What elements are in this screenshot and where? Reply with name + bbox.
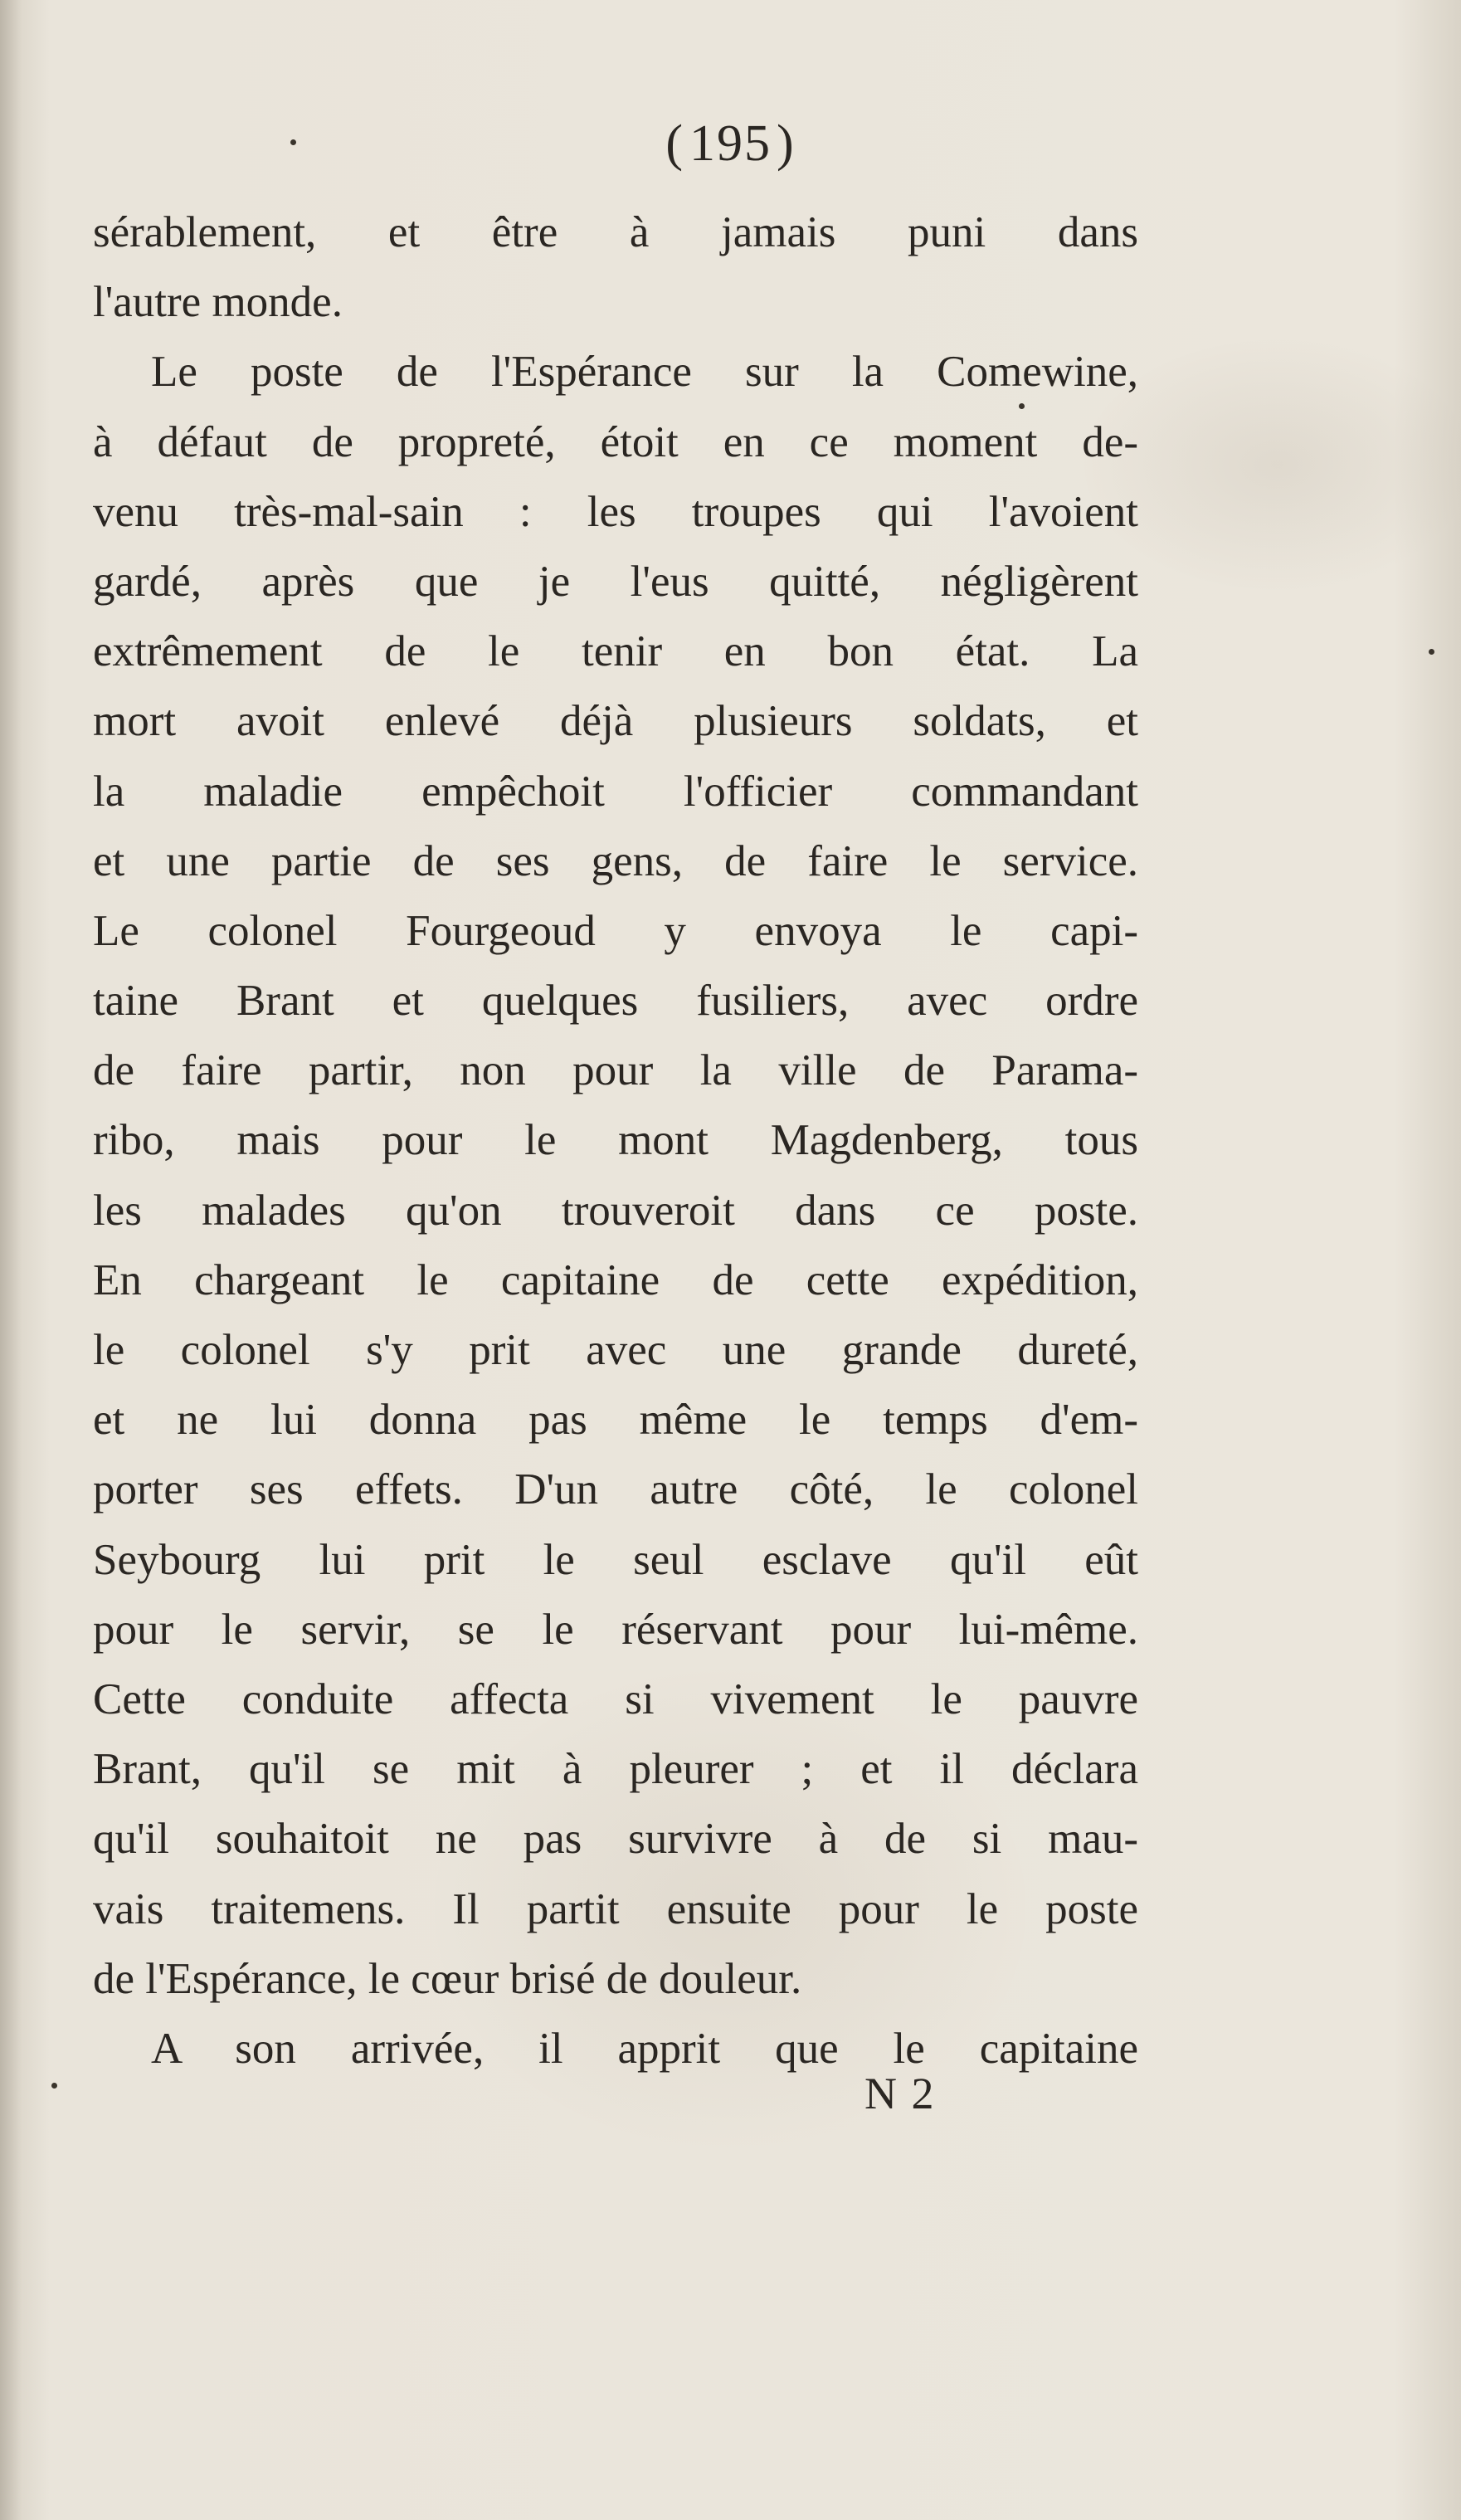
- body-text: [93, 197, 1138, 2084]
- signature-mark: N 2: [864, 2069, 936, 2118]
- text-line: vais traitemens. Il partit ensuite pour le poste: [93, 1884, 1138, 1933]
- page-gutter-shadow: [0, 0, 22, 2520]
- text-line: de l'Espérance, le cœur brisé de douleur.: [93, 1954, 802, 2003]
- text-line: extrêmement de le tenir en bon état. La: [93, 627, 1138, 676]
- ink-speck: [290, 139, 296, 145]
- text-line: qu'il souhaitoit ne pas survivre à de si mau-: [93, 1815, 1138, 1864]
- text-line: A son arrivée, il apprit que le capitaine: [151, 2024, 1138, 2073]
- text-line: Cette conduite affecta si vivement le pauvre: [93, 1674, 1138, 1723]
- page-header: [0, 115, 1461, 173]
- text-line: Le poste de l'Espérance sur la Comewine,: [151, 348, 1138, 397]
- left-parenthesis-glyph: (: [665, 115, 684, 172]
- text-line: Seybourg lui prit le seul esclave qu'il eût: [93, 1535, 1138, 1584]
- text-line: ribo, mais pour le mont Magdenberg, tous: [93, 1116, 1138, 1165]
- text-line: En chargeant le capitaine de cette expédition,: [93, 1255, 1138, 1304]
- text-line: l'autre monde.: [93, 278, 343, 327]
- text-line: gardé, après que je l'eus quitté, négligèrent: [93, 557, 1138, 606]
- text-line: venu très-mal-sain : les troupes qui l'avoient: [93, 487, 1138, 536]
- text-line: de faire partir, non pour la ville de Parama-: [93, 1046, 1138, 1095]
- text-line: taine Brant et quelques fusiliers, avec ordre: [93, 977, 1138, 1026]
- right-parenthesis-glyph: ): [777, 115, 796, 172]
- text-line: à défaut de propreté, étoit en ce moment de-: [93, 417, 1138, 466]
- text-line: Brant, qu'il se mit à pleurer ; et il déclara: [93, 1745, 1138, 1794]
- text-line: et ne lui donna pas même le temps d'em-: [93, 1396, 1138, 1445]
- text-line: porter ses effets. D'un autre côté, le colonel: [93, 1465, 1138, 1514]
- text-line: les malades qu'on trouveroit dans ce poste.: [93, 1186, 1138, 1235]
- text-line: et une partie de ses gens, de faire le service.: [93, 836, 1138, 885]
- text-line: sérablement, et être à jamais puni dans: [93, 208, 1138, 256]
- text-line: pour le servir, se le réservant pour lui-même.: [93, 1605, 1138, 1654]
- text-line: la maladie empêchoit l'officier commandant: [93, 767, 1138, 816]
- ink-speck: [1429, 649, 1434, 655]
- text-line: Le colonel Fourgeoud y envoya le capi-: [93, 906, 1138, 955]
- ink-speck: [1019, 403, 1025, 409]
- page-number: 195: [689, 115, 772, 172]
- text-line: le colonel s'y prit avec une grande dureté,: [93, 1326, 1138, 1374]
- ink-speck: [51, 2083, 57, 2089]
- text-line: mort avoit enlevé déjà plusieurs soldats, et: [93, 697, 1138, 746]
